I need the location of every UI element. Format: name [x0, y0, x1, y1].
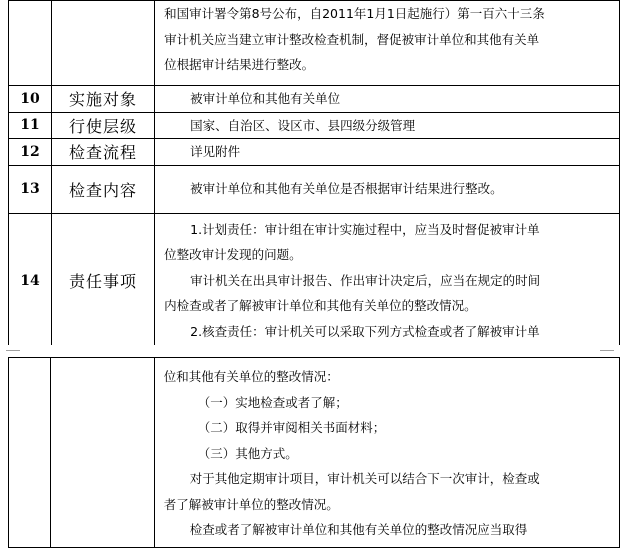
- row-number-cell: [9, 1, 52, 86]
- content-line: 审计机关在出具审计报告、作出审计决定后，应当在规定的时间: [190, 272, 541, 288]
- content-line: 位和其他有关单位的整改情况：: [163, 369, 339, 384]
- content-line: 位整改审计发现的问题。: [164, 247, 302, 262]
- row-number: 13: [9, 165, 52, 213]
- row-number: 12: [9, 139, 52, 166]
- table-row-continued: [9, 1, 620, 86]
- page-break-mark-right: [600, 350, 614, 351]
- row-content: 详见附件: [155, 139, 620, 166]
- row-item-cell: [51, 1, 154, 86]
- responsibility-table-top: [8, 0, 620, 349]
- content-line: 者了解被审计单位的整改情况。: [163, 496, 339, 512]
- row-item: 检查内容: [51, 165, 154, 213]
- content-line: 位根据审计结果进行整改。: [164, 57, 315, 72]
- content-line: （一）实地检查或者了解；: [197, 394, 348, 410]
- row-number: 14: [9, 213, 52, 348]
- table-row: [9, 112, 620, 139]
- table-row: [9, 86, 620, 113]
- row-item: 检查流程: [51, 139, 154, 166]
- content-line: 内检查或者了解被审计单位和其他有关单位的整改情况。: [164, 298, 477, 313]
- row-item: 责任事项: [51, 213, 154, 348]
- page-break-mark-left: [6, 350, 20, 351]
- row-content-cell: [154, 358, 619, 548]
- table-row: [9, 139, 620, 166]
- row-content: 国家、自治区、设区市、县四级分级管理: [155, 112, 620, 139]
- table-row: [9, 165, 620, 213]
- content-line: 对于其他定期审计项目，审计机关可以结合下一次审计，检查或: [189, 471, 540, 486]
- row-content: 被审计单位和其他有关单位: [155, 86, 620, 113]
- content-line: 1.计划责任：审计组在审计实施过程中，应当及时督促被审计单: [190, 221, 540, 237]
- content-line: （二）取得并审阅相关书面材料；: [197, 420, 386, 435]
- content-line: （三）其他方式。: [197, 445, 298, 461]
- content-line: 检查或者了解被审计单位和其他有关单位的整改情况应当取得: [189, 522, 528, 537]
- table-row-14: [9, 213, 620, 348]
- page-break: [0, 345, 620, 357]
- row-item: 行使层级: [51, 112, 154, 139]
- row-number: 11: [9, 112, 52, 139]
- document-page-bottom: [0, 357, 620, 543]
- row-number: 10: [9, 86, 52, 113]
- responsibility-table-bottom: [8, 357, 620, 548]
- content-line: 和国审计署令第8号公布，自2011年1月1日起施行）第一百六十三条: [164, 6, 545, 21]
- row-content-cell: [155, 1, 620, 86]
- content-line: 审计机关应当建立审计整改检查机制，督促被审计单位和其他有关单: [164, 31, 540, 47]
- row-item: 实施对象: [51, 86, 154, 113]
- row-content: 被审计单位和其他有关单位是否根据审计结果进行整改。: [155, 165, 620, 213]
- row-number-cell: [9, 358, 51, 548]
- row-content: [155, 213, 620, 348]
- row-item-cell: [51, 358, 154, 548]
- table-row-continued: [9, 358, 620, 548]
- content-line: 2.核查责任：审计机关可以采取下列方式检查或者了解被审计单: [190, 323, 540, 339]
